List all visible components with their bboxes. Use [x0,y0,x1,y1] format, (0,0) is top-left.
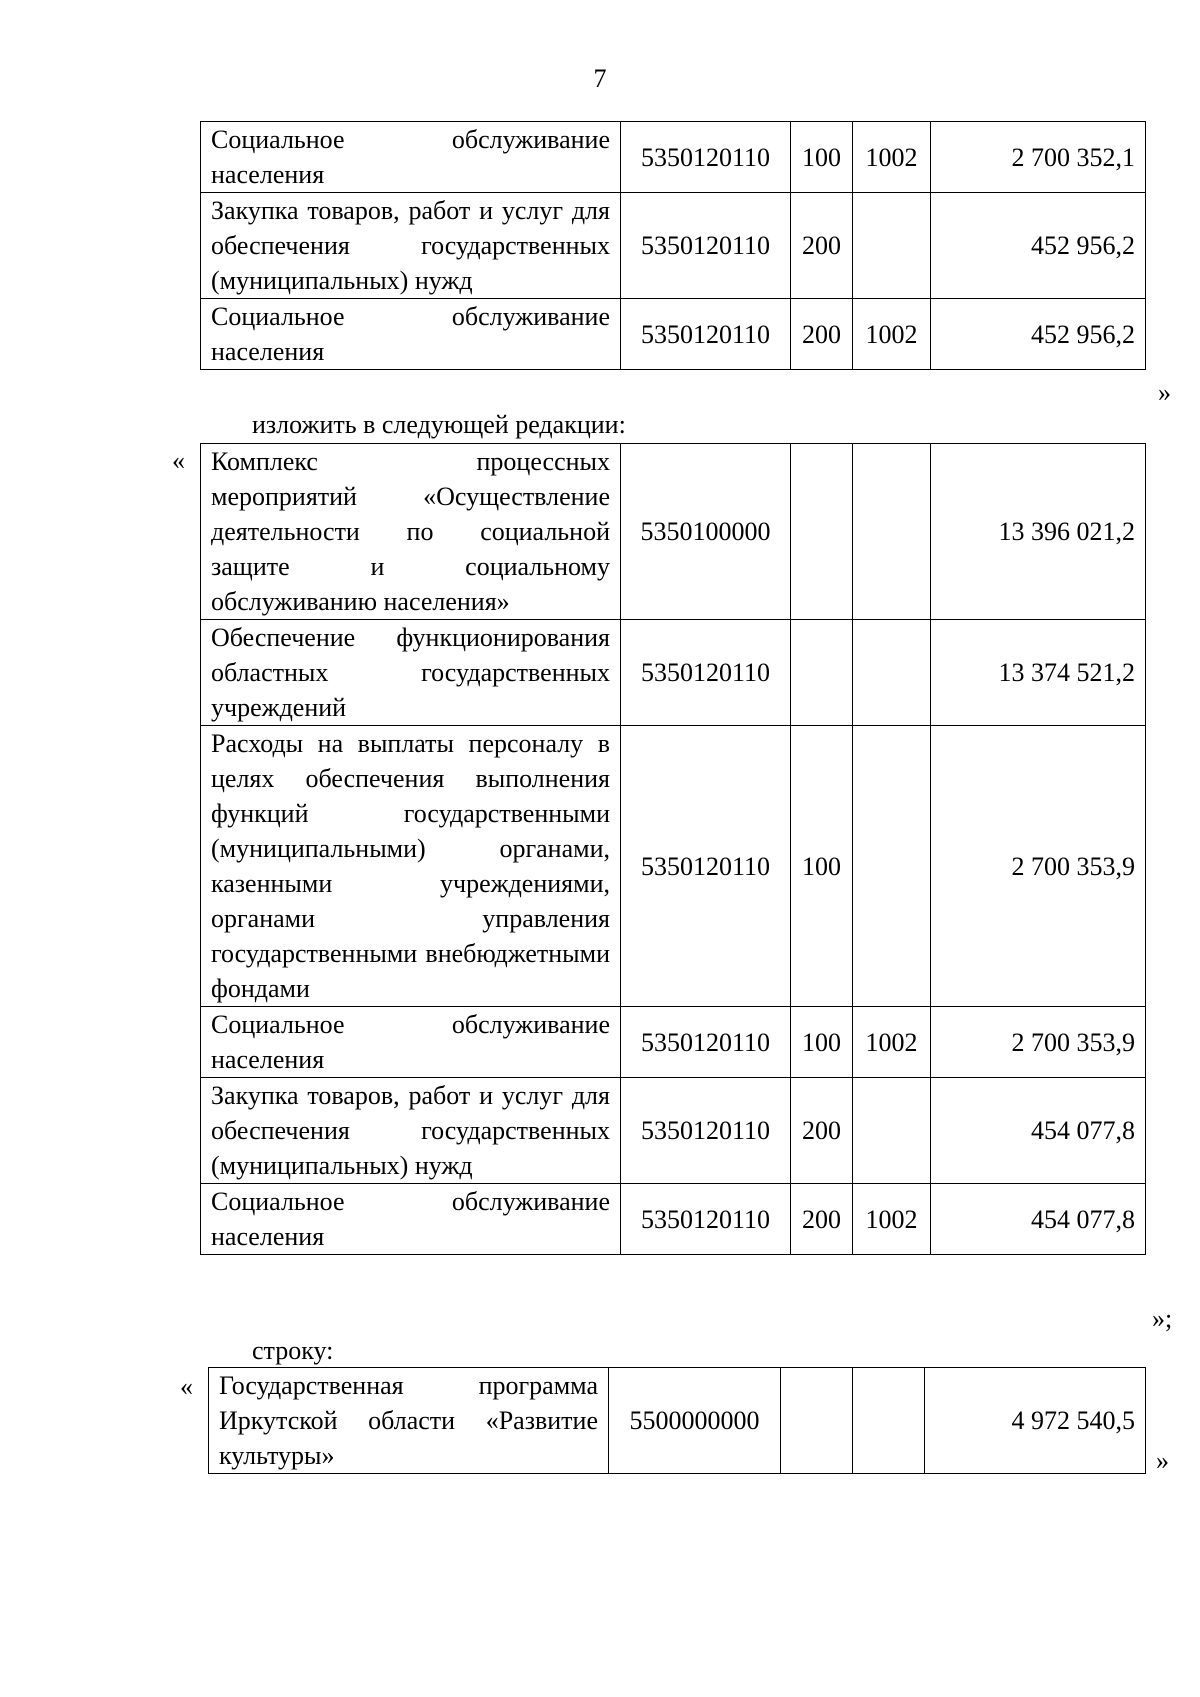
table-row [209,1368,1146,1474]
section-code-cell: 1002 [853,122,931,193]
section-code-cell [853,444,931,620]
closing-quote: » [1158,378,1171,407]
target-article-code-cell: 5350120110 [621,726,791,1007]
closing-quote: »; [1152,1304,1173,1333]
section-code-cell [853,1368,925,1474]
table-row [201,620,1146,726]
row-name-cell: Комплекс процессных мероприятий «Осуществление деятельности по социальной защите и социальному обслуживанию населения» [201,444,621,620]
amount-cell: 452 956,2 [931,193,1146,299]
amount-cell: 13 396 021,2 [931,444,1146,620]
amount-cell: 4 972 540,5 [925,1368,1146,1474]
instruction-text: изложить в следующей редакции: [252,410,626,439]
row-name-cell: Закупка товаров, работ и услуг для обеспечения государственных (муниципальных) нужд [201,1078,621,1184]
row-name-cell: Социальное обслуживание населения [201,1184,621,1255]
target-article-code-cell: 5350120110 [621,193,791,299]
section-code-cell [853,193,931,299]
amount-cell: 454 077,8 [931,1078,1146,1184]
target-article-code-cell: 5350120110 [621,1007,791,1078]
amount-cell: 2 700 353,9 [931,726,1146,1007]
expense-type-cell: 100 [791,1007,853,1078]
section-code-cell: 1002 [853,299,931,370]
row-name-cell: Социальное обслуживание населения [201,1007,621,1078]
opening-quote: « [180,1372,193,1401]
expense-type-cell: 200 [791,1078,853,1184]
expense-type-cell: 200 [791,1184,853,1255]
table-row [201,1078,1146,1184]
amount-cell: 2 700 352,1 [931,122,1146,193]
table-row [201,444,1146,620]
budget-table-culture [208,1367,1146,1474]
expense-type-cell: 200 [791,193,853,299]
amount-cell: 454 077,8 [931,1184,1146,1255]
table-row [201,1184,1146,1255]
amount-cell: 2 700 353,9 [931,1007,1146,1078]
target-article-code-cell: 5350120110 [621,299,791,370]
row-name-cell: Обеспечение функционирования областных государственных учреждений [201,620,621,726]
target-article-code-cell: 5350120110 [621,1078,791,1184]
expense-type-cell [791,620,853,726]
target-article-code-cell: 5350120110 [621,1184,791,1255]
target-article-code-cell: 5500000000 [609,1368,781,1474]
expense-type-cell: 200 [791,299,853,370]
budget-table-old [200,121,1146,370]
section-code-cell: 1002 [853,1184,931,1255]
row-name-cell: Закупка товаров, работ и услуг для обеспечения государственных (муниципальных) нужд [201,193,621,299]
section-code-cell [853,1078,931,1184]
opening-quote: « [172,446,185,475]
amount-cell: 13 374 521,2 [931,620,1146,726]
section-code-cell [853,620,931,726]
amount-cell: 452 956,2 [931,299,1146,370]
row-name-cell: Государственная программа Иркутской области «Развитие культуры» [209,1368,609,1474]
section-code-cell: 1002 [853,1007,931,1078]
section-code-cell [853,726,931,1007]
table-row [201,1007,1146,1078]
budget-table-new [200,443,1146,1255]
target-article-code-cell: 5350120110 [621,122,791,193]
instruction-text: строку: [252,1336,334,1365]
expense-type-cell: 100 [791,122,853,193]
target-article-code-cell: 5350120110 [621,620,791,726]
closing-quote: » [1156,1446,1169,1475]
expense-type-cell: 100 [791,726,853,1007]
table-row [201,726,1146,1007]
target-article-code-cell: 5350100000 [621,444,791,620]
table-row [201,193,1146,299]
page-number: 7 [593,64,607,93]
row-name-cell: Расходы на выплаты персоналу в целях обеспечения выполнения функций государственными (муниципальными) органами, казенными учреждениями, органами управления государственными внебюджетными фондами [201,726,621,1007]
table-row [201,122,1146,193]
table-row [201,299,1146,370]
expense-type-cell [781,1368,853,1474]
expense-type-cell [791,444,853,620]
row-name-cell: Социальное обслуживание населения [201,299,621,370]
row-name-cell: Социальное обслуживание населения [201,122,621,193]
